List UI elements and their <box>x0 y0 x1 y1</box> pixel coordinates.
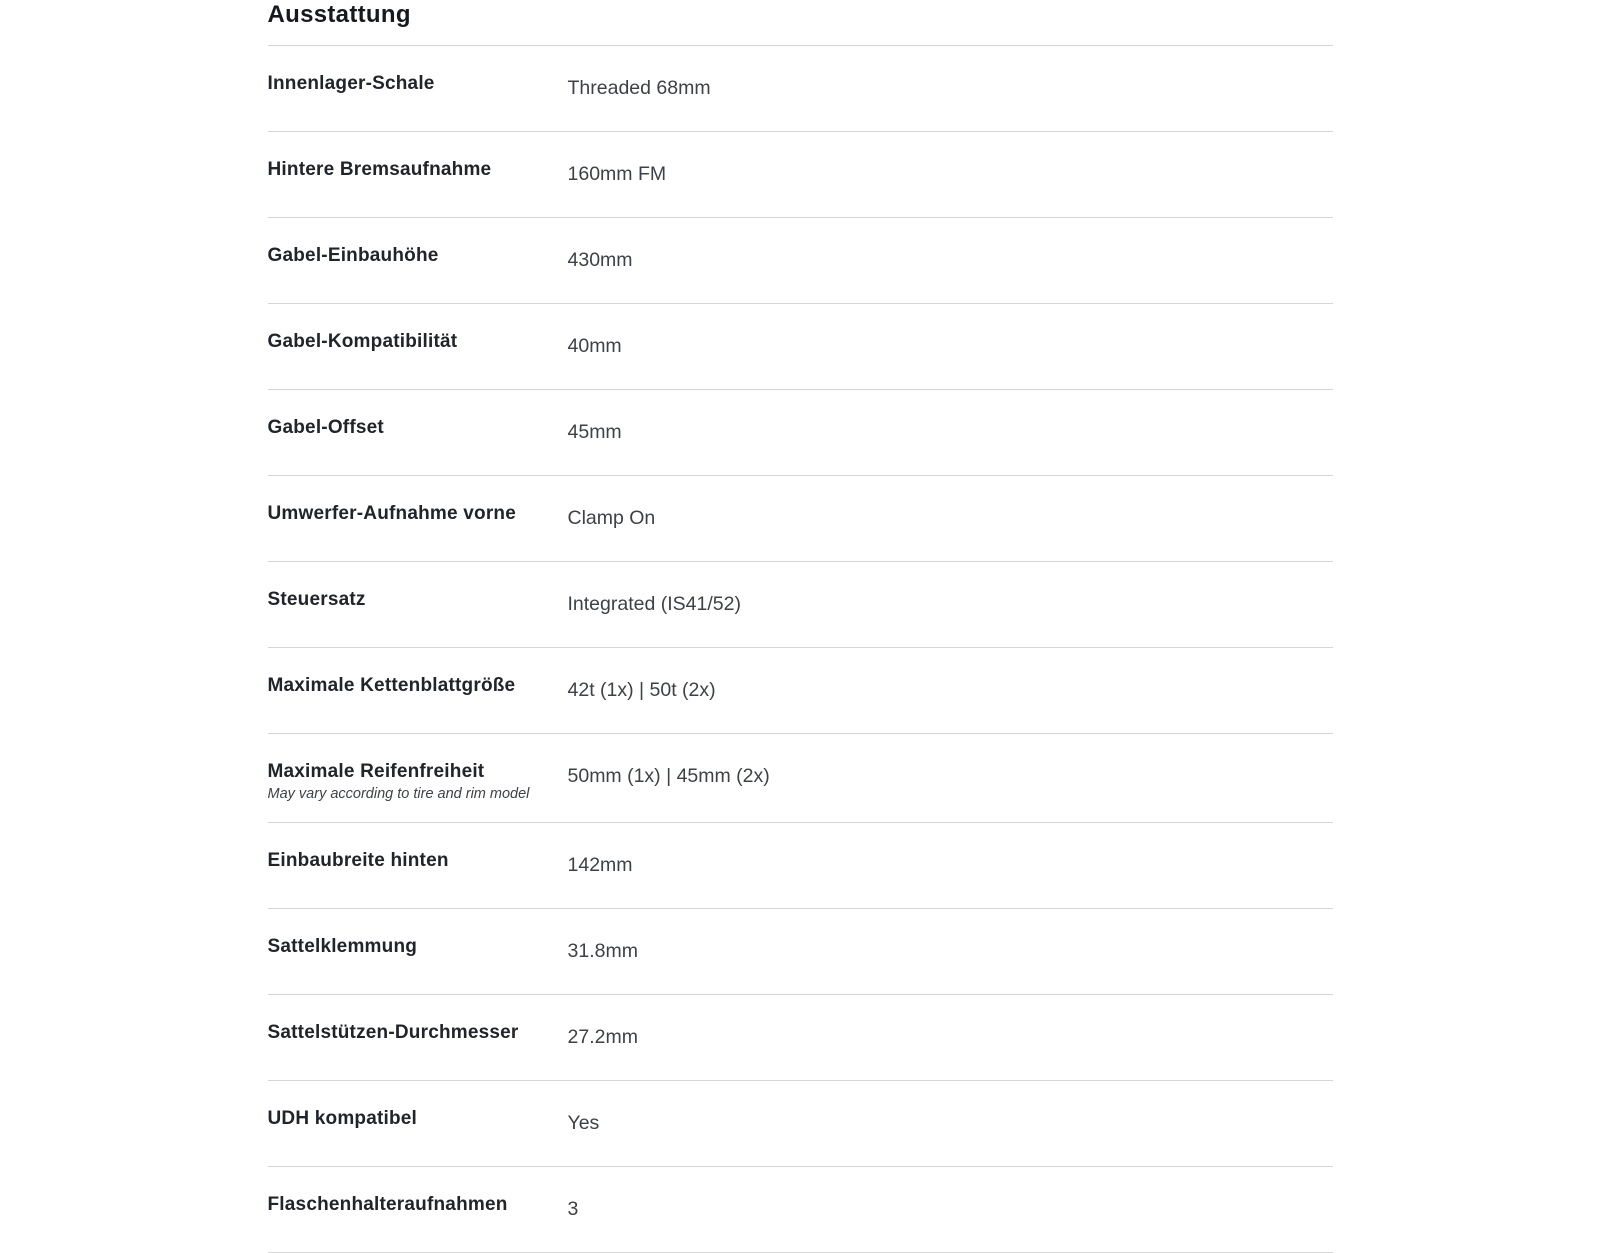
spec-label-col <box>268 588 568 611</box>
spec-label-col <box>268 1193 568 1216</box>
spec-row-gabel-einbauhoehe <box>268 218 1333 304</box>
spec-value: 3 <box>567 1198 579 1220</box>
spec-row-steuersatz <box>268 562 1333 648</box>
spec-label-col <box>268 935 568 958</box>
spec-label-col <box>268 760 568 803</box>
spec-value: 50mm (1x) | 45mm (2x) <box>567 765 770 787</box>
spec-row-innenlager-schale <box>268 46 1333 132</box>
spec-label: Gabel-Offset <box>267 417 384 438</box>
spec-label: Einbaubreite hinten <box>267 850 449 871</box>
spec-row-sattelklemmung <box>268 909 1333 995</box>
spec-label: Sattelklemmung <box>267 936 418 957</box>
spec-label: Gabel-Einbauhöhe <box>267 245 439 266</box>
spec-label-col <box>268 1107 568 1130</box>
spec-value: 40mm <box>567 335 622 357</box>
spec-value: 160mm FM <box>567 163 667 185</box>
spec-label: Flaschenhalteraufnahmen <box>267 1194 508 1215</box>
spec-value: Integrated (IS41/52) <box>567 593 741 615</box>
spec-label-col <box>268 502 568 525</box>
spec-row-flaschenhalteraufnahmen <box>268 1167 1333 1253</box>
spec-row-hintere-bremsaufnahme <box>268 132 1333 218</box>
spec-row-sattelstuetzen-durchmesser <box>268 995 1333 1081</box>
spec-value: 42t (1x) | 50t (2x) <box>567 679 716 701</box>
spec-value: 31.8mm <box>567 940 638 962</box>
spec-label: Gabel-Kompatibilität <box>267 331 458 352</box>
spec-value: 45mm <box>567 421 622 443</box>
spec-label-note: May vary according to tire and rim model <box>267 786 530 802</box>
spec-label: Maximale Reifenfreiheit <box>267 761 485 782</box>
section-title: Ausstattung <box>267 1 411 28</box>
spec-row-umwerfer-aufnahme-vorne <box>268 476 1333 562</box>
spec-label: Umwerfer-Aufnahme vorne <box>267 503 516 524</box>
spec-value: 142mm <box>567 854 633 876</box>
spec-label-col <box>268 1021 568 1044</box>
spec-table <box>268 45 1333 1253</box>
spec-label-col <box>268 244 568 267</box>
spec-row-udh-kompatibel <box>268 1081 1333 1167</box>
spec-label-col <box>268 158 568 181</box>
spec-section <box>268 0 1333 1253</box>
spec-label-col <box>268 416 568 439</box>
spec-label: Steuersatz <box>267 589 366 610</box>
spec-label-col <box>268 674 568 697</box>
spec-label: Hintere Bremsaufnahme <box>267 159 492 180</box>
spec-value: 27.2mm <box>567 1026 638 1048</box>
spec-label: Innenlager-Schale <box>267 73 435 94</box>
spec-row-einbaubreite-hinten <box>268 823 1333 909</box>
spec-value: 430mm <box>567 249 633 271</box>
spec-label-col <box>268 849 568 872</box>
spec-label-col <box>268 330 568 353</box>
spec-label: UDH kompatibel <box>267 1108 418 1129</box>
spec-value: Yes <box>567 1112 600 1134</box>
spec-label-col <box>268 72 568 95</box>
spec-label: Maximale Kettenblattgröße <box>267 675 516 696</box>
spec-row-gabel-kompatibilitaet <box>268 304 1333 390</box>
spec-label: Sattelstützen-Durchmesser <box>267 1022 519 1043</box>
spec-value: Threaded 68mm <box>567 77 711 99</box>
spec-row-gabel-offset <box>268 390 1333 476</box>
spec-value: Clamp On <box>567 507 656 529</box>
spec-row-maximale-kettenblattgroesse <box>268 648 1333 734</box>
spec-row-maximale-reifenfreiheit <box>268 734 1333 823</box>
